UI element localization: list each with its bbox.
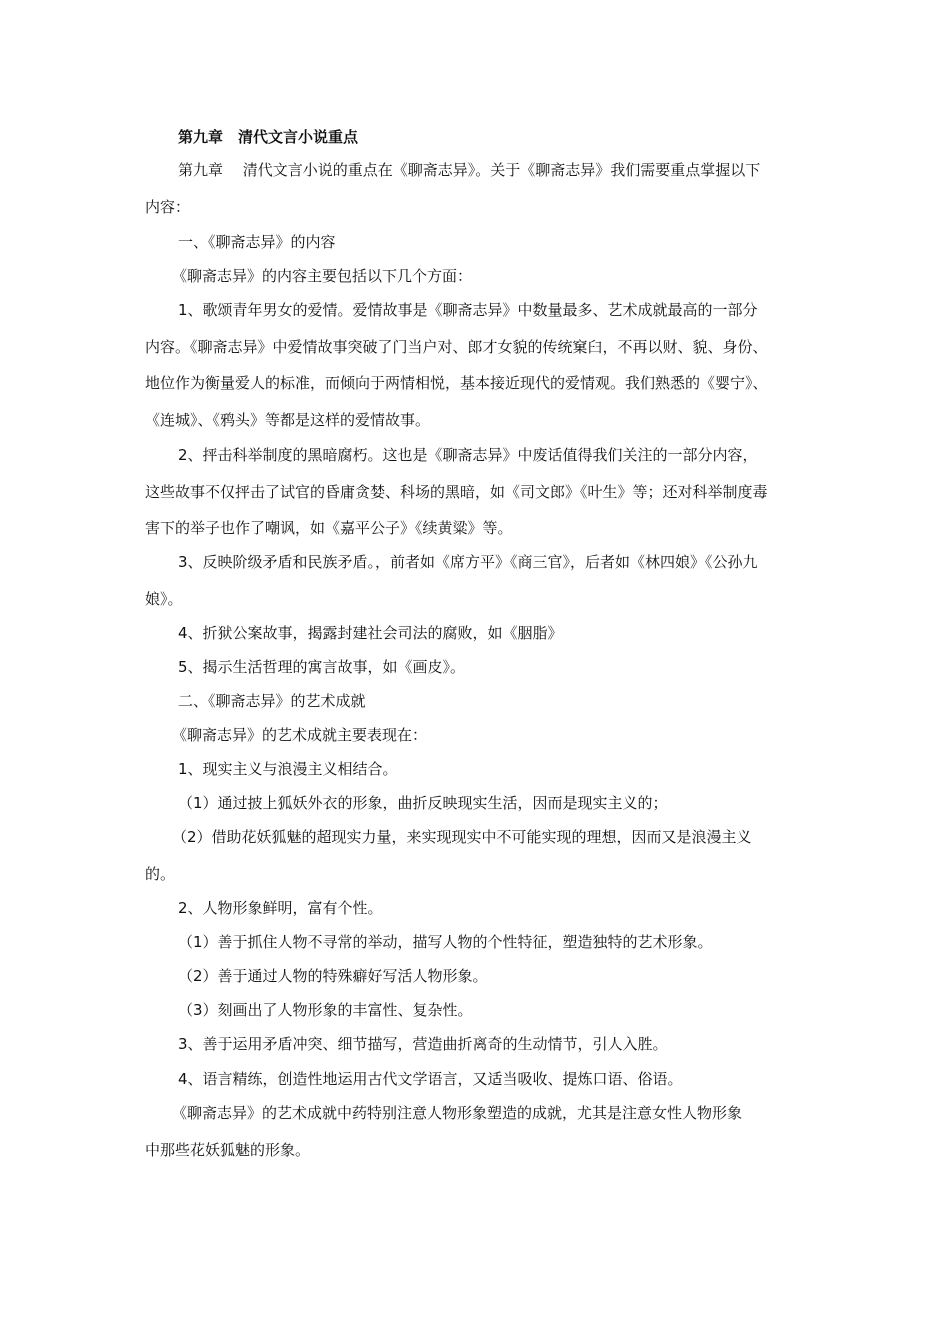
paragraph-line: 《聊斋志异》的艺术成就中药特别注意人物形象塑造的成就，尤其是注意女性人物形象 — [172, 1104, 743, 1122]
paragraph-line: （3）刻画出了人物形象的丰富性、复杂性。 — [178, 1001, 473, 1019]
paragraph-line: 第九章 清代文言小说的重点在《聊斋志异》。关于《聊斋志异》我们需要重点掌握以下 — [178, 161, 761, 179]
paragraph-line: 3、反映阶级矛盾和民族矛盾。，前者如《席方平》《商三官》，后者如《林四娘》《公孙九 — [178, 553, 758, 571]
section-heading: 一、《聊斋志异》的内容 — [178, 233, 336, 251]
paragraph-line: （1）善于抓住人物不寻常的举动，描写人物的个性特征，塑造独特的艺术形象。 — [178, 933, 713, 951]
paragraph-line: 3、善于运用矛盾冲突、细节描写，营造曲折离奇的生动情节，引人入胜。 — [178, 1035, 668, 1053]
paragraph-line: 1、歌颂青年男女的爱情。爱情故事是《聊斋志异》中数量最多、艺术成就最高的一部分 — [178, 301, 758, 319]
paragraph-line: 2、人物形象鲜明，富有个性。 — [178, 899, 383, 917]
paragraph-line: 地位作为衡量爱人的标准，而倾向于两情相悦，基本接近现代的爱情观。我们熟悉的《婴宁》、 — [145, 374, 768, 392]
paragraph-line: 4、折狱公案故事，揭露封建社会司法的腐败，如《胭脂》 — [178, 624, 563, 642]
paragraph-line: （1）通过披上狐妖外衣的形象，曲折反映现实生活，因而是现实主义的； — [178, 794, 668, 812]
chapter-title: 第九章 清代文言小说重点 — [178, 128, 359, 146]
paragraph-line: 《连城》、《鸦头》等都是这样的爱情故事。 — [145, 411, 431, 429]
paragraph-line: 1、现实主义与浪漫主义相结合。 — [178, 760, 398, 778]
paragraph-line: 内容： — [145, 198, 191, 216]
paragraph-line: 2、抨击科举制度的黑暗腐朽。这也是《聊斋志异》中废话值得我们关注的一部分内容， — [178, 446, 758, 464]
paragraph-line: （2）借助花妖狐魅的超现实力量，来实现现实中不可能实现的理想，因而又是浪漫主义 — [172, 828, 752, 846]
paragraph-line: 5、揭示生活哲理的寓言故事，如《画皮》。 — [178, 658, 466, 676]
paragraph-line: 这些故事不仅抨击了试官的昏庸贪婪、科场的黑暗，如《司文郎》《叶生》等；还对科举制度毒 — [145, 483, 768, 501]
paragraph-line: 4、语言精练，创造性地运用古代文学语言，又适当吸收、提炼口语、俗语。 — [178, 1070, 683, 1088]
paragraph-line: 害下的举子也作了嘲讽，如《嘉平公子》《续黄粱》等。 — [145, 519, 513, 537]
paragraph-line: 《聊斋志异》的艺术成就主要表现在： — [172, 726, 428, 744]
paragraph-line: 娘》。 — [145, 590, 183, 608]
paragraph-line: （2）善于通过人物的特殊癖好写活人物形象。 — [178, 967, 488, 985]
paragraph-line: 内容。《聊斋志异》中爱情故事突破了门当户对、郎才女貌的传统窠臼，不再以财、貌、身份、 — [145, 338, 768, 356]
paragraph-line: 的。 — [145, 865, 176, 883]
paragraph-line: 《聊斋志异》的内容主要包括以下几个方面： — [172, 267, 473, 285]
section-heading: 二、《聊斋志异》的艺术成就 — [178, 692, 366, 710]
paragraph-line: 中那些花妖狐魅的形象。 — [145, 1141, 311, 1159]
